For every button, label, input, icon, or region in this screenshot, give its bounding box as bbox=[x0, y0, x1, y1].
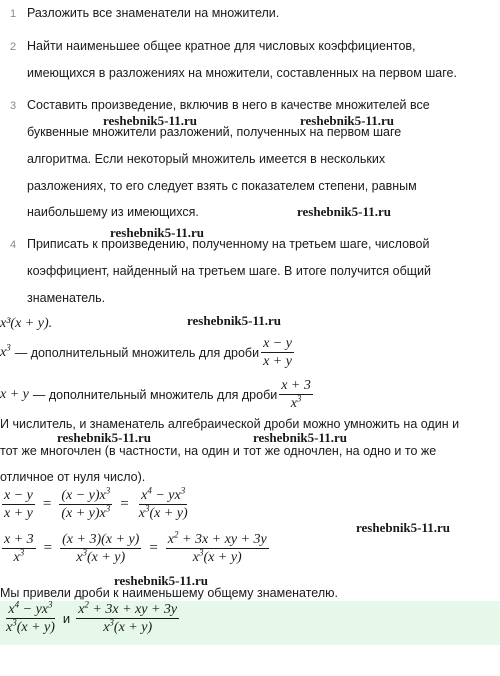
step-number: 3 bbox=[10, 100, 17, 112]
fraction-x-plus-3-over-x3: $\frac{x + 3}{x^3}$ bbox=[281, 378, 311, 411]
watermark: reshebnik5-11.ru bbox=[103, 113, 198, 128]
watermark: reshebnik5-11.ru bbox=[187, 313, 282, 328]
watermark: reshebnik5-11.ru bbox=[297, 204, 392, 219]
step-4-line-1: Приписать к произведению, полученному на третьем шаге, числовой bbox=[27, 237, 430, 251]
and-word: и bbox=[62, 611, 71, 626]
step-4-line-3: знаменатель. bbox=[27, 291, 106, 305]
rule-line-2: тот же многочлен (в частности, на один и тот же одночлен, на одно и то же bbox=[0, 444, 437, 458]
common-denominator: x³(x + y). bbox=[0, 316, 53, 331]
watermark: reshebnik5-11.ru bbox=[300, 113, 395, 128]
watermark: reshebnik5-11.ru bbox=[114, 573, 209, 588]
step-3-line-5: наибольшему из имеющихся. bbox=[27, 205, 199, 219]
final-fraction-1: $\frac{x^4 - yx^3}{x^3(x + y)}$ bbox=[6, 599, 55, 635]
step-1-text: Разложить все знаменатели на множители. bbox=[27, 6, 280, 20]
equals-sign: = bbox=[43, 540, 53, 556]
factor-1-label: — дополнительный множитель для дроби bbox=[14, 345, 260, 360]
eq2-fraction-b: $\frac{(x + 3)(x + y)}{x^3(x + y)}$ bbox=[62, 532, 140, 565]
step-number: 4 bbox=[10, 239, 17, 251]
step-4-line-2: коэффициент, найденный на третьем шаге. В итоге получится общий bbox=[27, 264, 432, 278]
equation-2 bbox=[0, 529, 271, 565]
final-fraction-2: $\frac{x^2 + 3x + xy + 3y}{x^3(x + y)}$ bbox=[78, 599, 178, 635]
step-2-line-1: Найти наименьшее общее кратное для числовых коэффициентов, bbox=[27, 39, 416, 53]
eq1-fraction-a: $\frac{x - y}{x + y}$ bbox=[4, 488, 33, 521]
step-3-line-3: алгоритма. Если некоторый множитель имеется в нескольких bbox=[27, 152, 386, 166]
watermark: reshebnik5-11.ru bbox=[57, 430, 152, 445]
result-text: Мы привели дроби к наименьшему общему знаменателю. bbox=[0, 586, 338, 600]
watermark: reshebnik5-11.ru bbox=[110, 225, 205, 240]
final-answer bbox=[2, 599, 181, 635]
equals-sign: = bbox=[120, 496, 129, 512]
additional-factor-2 bbox=[0, 378, 315, 411]
factor-x3: $x^3$ bbox=[0, 341, 11, 360]
equals-sign: = bbox=[149, 540, 158, 556]
step-3-line-2: буквенные множители разложений, полученных на первом шаге bbox=[27, 125, 402, 139]
watermark: reshebnik5-11.ru bbox=[253, 430, 348, 445]
watermark: reshebnik5-11.ru bbox=[356, 520, 451, 535]
step-number: 1 bbox=[10, 8, 17, 20]
additional-factor-1 bbox=[0, 336, 296, 369]
eq2-fraction-c: $\frac{x^2 + 3x + xy + 3y}{x^3(x + y)}$ bbox=[167, 529, 267, 565]
step-2-line-2: имеющихся в разложениях на множители, составленных на первом шаге. bbox=[27, 66, 457, 80]
fraction-x-minus-y-over-x-plus-y: $\frac{x - y}{x + y}$ bbox=[263, 336, 292, 369]
eq2-fraction-a: $\frac{x + 3}{x^3}$ bbox=[4, 532, 34, 565]
rule-line-3: отличное от нуля число). bbox=[0, 470, 146, 484]
step-3-line-4: разложениях, то его следует взять с показателем степени, равным bbox=[27, 179, 417, 193]
equals-sign: = bbox=[42, 496, 52, 512]
factor-x-plus-y: x + y bbox=[0, 386, 29, 402]
rule-line-1: И числитель, и знаменатель алгебраической дроби можно умножить на один и bbox=[0, 417, 460, 431]
equation-1 bbox=[0, 485, 192, 521]
factor-2-label: — дополнительный множитель для дроби bbox=[32, 387, 278, 402]
step-number: 2 bbox=[10, 41, 17, 53]
step-3-line-1: Составить произведение, включив в него в качестве множителей все bbox=[27, 98, 430, 112]
eq1-fraction-b: $\frac{(x - y)x^3}{(x + y)x^3}$ bbox=[61, 485, 111, 521]
eq1-fraction-c: $\frac{x^4 - yx^3}{x^3(x + y)}$ bbox=[138, 485, 188, 521]
